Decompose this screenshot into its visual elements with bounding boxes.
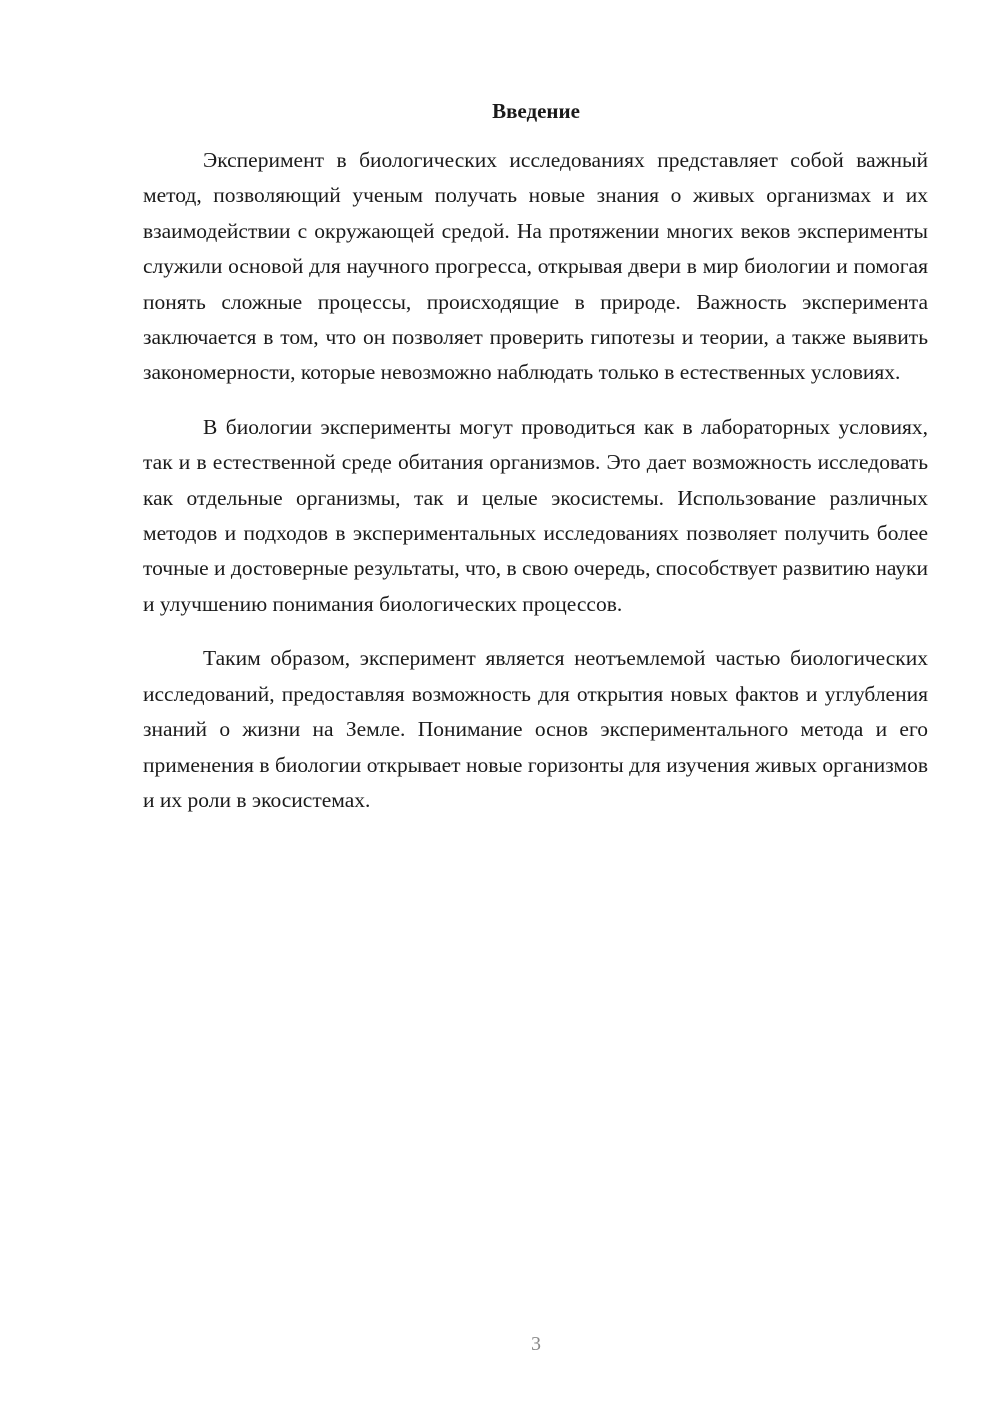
paragraph-3: Таким образом, эксперимент является неотъемлемой частью биологических исследований, предоставляя возможность для открытия новых фактов и углубления знаний о жизни на Земле. Понимание основ экспериментального метода и его применения в биологии открывает новые горизонты для изучения живых организмов и их роли в экосистемах. [143,646,928,812]
body-text [143,143,928,837]
section-title: Введение [492,99,580,123]
page-number: 3 [531,1333,541,1355]
paragraph-1: Эксперимент в биологических исследованиях представляет собой важный метод, позволяющий ученым получать новые знания о живых организмах и их взаимодействии с окружающей средой. На протяжении многих веков эксперименты служили основой для научного прогресса, открывая двери в мир биологии и помогая понять сложные процессы, происходящие в природе. Важность эксперимента заключается в том, что он позволяет проверить гипотезы и теории, а также выявить закономерности, которые невозможно наблюдать только в естественных условиях. [143,148,928,385]
paragraph-2: В биологии эксперименты могут проводиться как в лабораторных условиях, так и в естественной среде обитания организмов. Это дает возможность исследовать как отдельные организмы, так и целые экосистемы. Использование различных методов и подходов в экспериментальных исследованиях позволяет получить более точные и достоверные результаты, что, в свою очередь, способствует развитию науки и улучшению понимания биологических процессов. [143,414,928,616]
